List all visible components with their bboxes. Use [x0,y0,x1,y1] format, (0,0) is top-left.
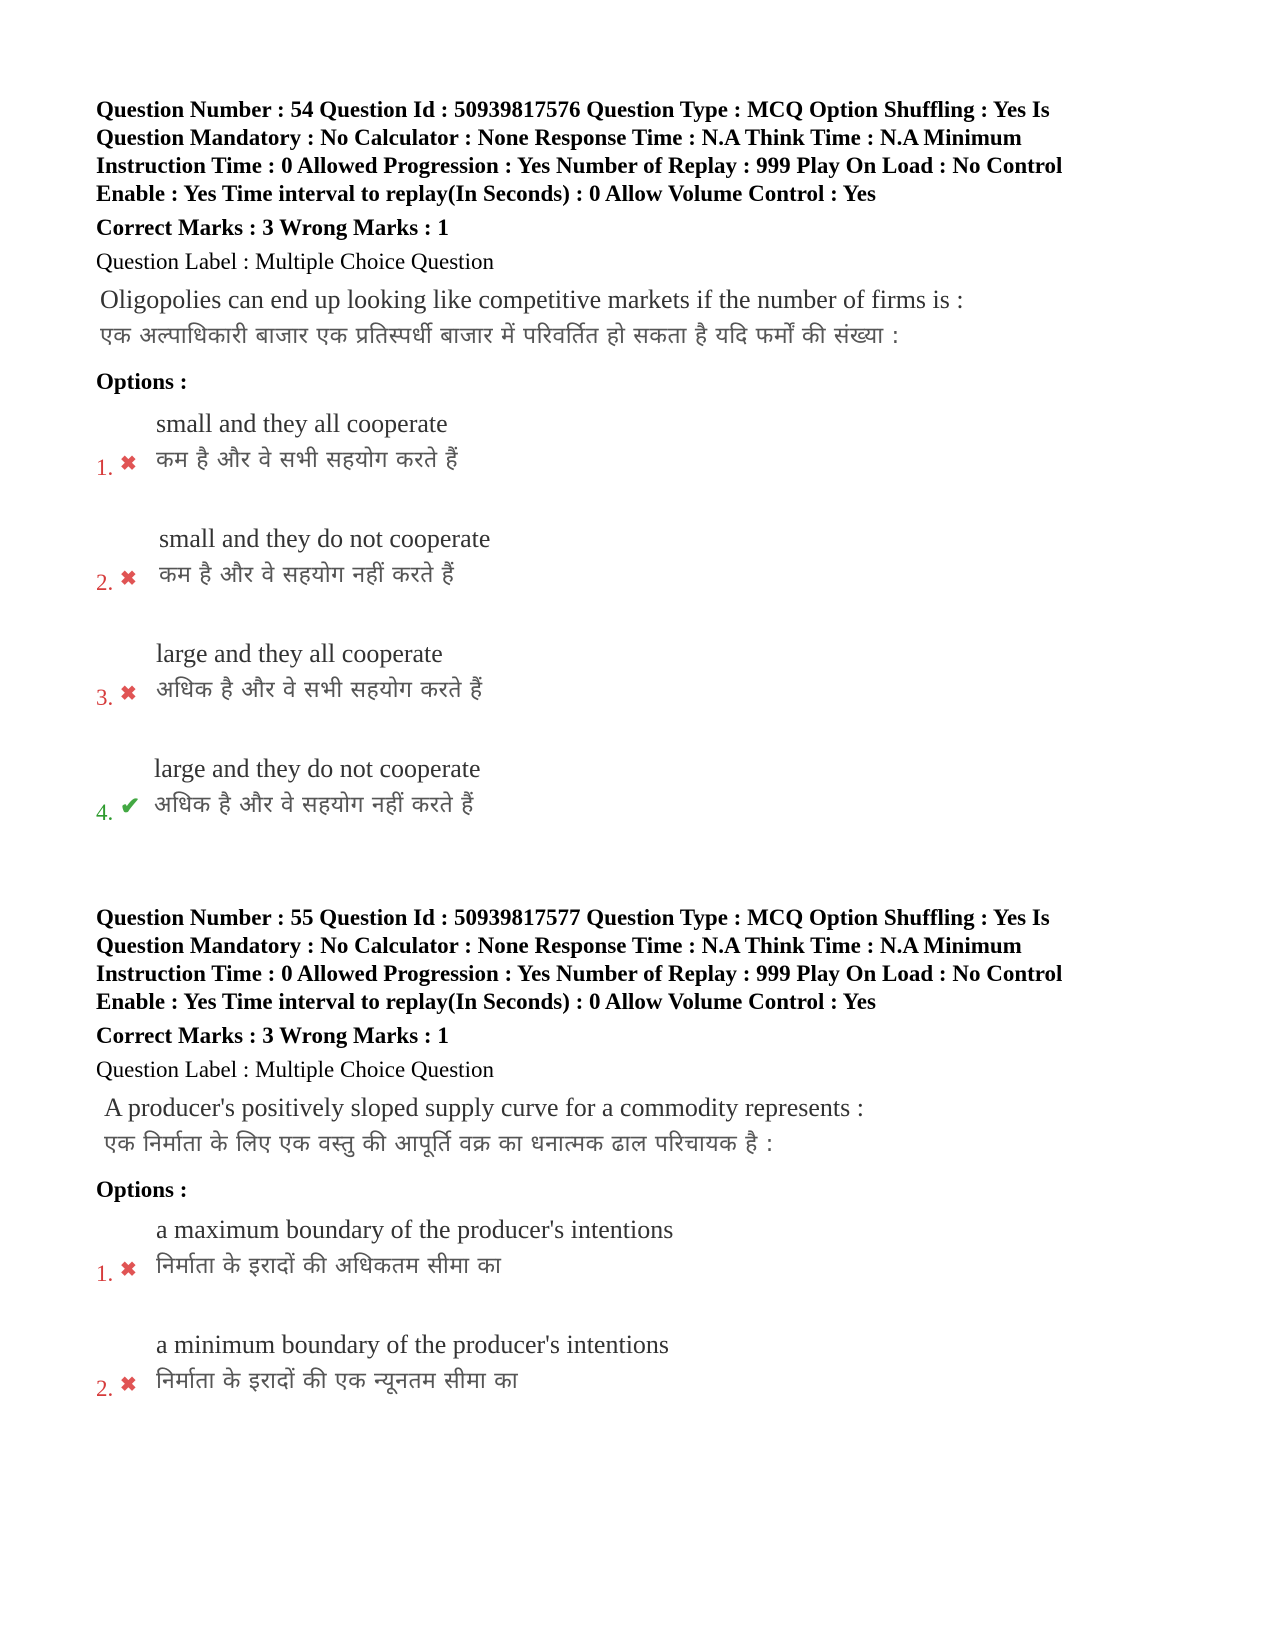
option-text-english: small and they all cooperate [156,409,448,438]
option-text [156,1327,669,1399]
question-text-hindi: एक निर्माता के लिए एक वस्तु की आपूर्ति वक्र का धनात्मक ढाल परिचायक है : [104,1131,774,1157]
question-55 [96,904,1186,1442]
options-list [96,406,1186,866]
marks-info: Correct Marks : 3 Wrong Marks : 1 [96,1023,449,1048]
option-text [154,751,481,823]
option-text-hindi: निर्माता के इरादों की अधिकतम सीमा का [156,1253,502,1279]
option-text-hindi: कम है और वे सहयोग नहीं करते हैं [159,562,455,588]
meta-line: Question Number : 55 Question Id : 50939817577 Question Type : MCQ Option Shuffling : Yes Is [96,905,1050,930]
cross-icon: ✖ [120,568,137,590]
option-2 [96,1327,1186,1442]
question-meta [96,904,1176,1016]
question-label: Question Label : Multiple Choice Question [96,249,494,274]
marks-info: Correct Marks : 3 Wrong Marks : 1 [96,215,449,240]
meta-line: Enable : Yes Time interval to replay(In Seconds) : 0 Allow Volume Control : Yes [96,989,876,1014]
option-3 [96,636,1186,751]
option-number: 2. [96,570,114,595]
option-text-hindi: अधिक है और वे सभी सहयोग करते हैं [156,677,483,703]
option-number: 3. [96,685,114,710]
option-1 [96,1212,1186,1327]
cross-icon: ✖ [120,683,137,705]
cross-icon: ✖ [120,1259,137,1281]
option-2 [96,521,1186,636]
option-number: 2. [96,1376,114,1401]
meta-line: Instruction Time : 0 Allowed Progression : Yes Number of Replay : 999 Play On Load : No Control [96,153,1063,178]
option-4 [96,751,1186,866]
question-text-hindi: एक अल्पाधिकारी बाजार एक प्रतिस्पर्धी बाजार में परिवर्तित हो सकता है यदि फर्मों की संख्या : [100,323,900,349]
options-heading: Options : [96,1177,188,1202]
question-text-english: A producer's positively sloped supply curve for a commodity represents : [104,1093,864,1122]
option-text-hindi: कम है और वे सभी सहयोग करते हैं [156,447,459,473]
options-heading: Options : [96,369,188,394]
option-text-english: a minimum boundary of the producer's intentions [156,1330,670,1359]
meta-line: Question Number : 54 Question Id : 50939817576 Question Type : MCQ Option Shuffling : Yes Is [96,97,1050,122]
option-text [156,636,483,708]
option-number: 1. [96,1261,114,1286]
question-text [100,282,1186,354]
question-paper-page [96,96,1186,1442]
option-text [156,406,458,478]
option-text-english: large and they do not cooperate [154,754,481,783]
question-meta [96,96,1176,208]
cross-icon: ✖ [120,453,137,475]
option-text-english: a maximum boundary of the producer's intentions [156,1215,674,1244]
option-text-hindi: निर्माता के इरादों की एक न्यूनतम सीमा का [156,1368,519,1394]
option-text [156,1212,673,1284]
meta-line: Question Mandatory : No Calculator : None Response Time : N.A Think Time : N.A Minimum [96,125,1022,150]
option-text [159,521,490,593]
option-1 [96,406,1186,521]
option-text-english: large and they all cooperate [156,639,443,668]
option-number: 4. [96,800,114,825]
option-text-english: small and they do not cooperate [159,524,491,553]
checkmark-icon: ✔ [120,794,141,820]
option-text-hindi: अधिक है और वे सहयोग नहीं करते हैं [154,792,474,818]
meta-line: Instruction Time : 0 Allowed Progression : Yes Number of Replay : 999 Play On Load : No Control [96,961,1063,986]
question-label: Question Label : Multiple Choice Question [96,1057,494,1082]
options-list [96,1212,1186,1442]
question-text [104,1090,1186,1162]
option-number: 1. [96,455,114,480]
question-text-english: Oligopolies can end up looking like competitive markets if the number of firms is : [100,285,964,314]
cross-icon: ✖ [120,1374,137,1396]
meta-line: Question Mandatory : No Calculator : None Response Time : N.A Think Time : N.A Minimum [96,933,1022,958]
meta-line: Enable : Yes Time interval to replay(In Seconds) : 0 Allow Volume Control : Yes [96,181,876,206]
question-54 [96,96,1186,866]
